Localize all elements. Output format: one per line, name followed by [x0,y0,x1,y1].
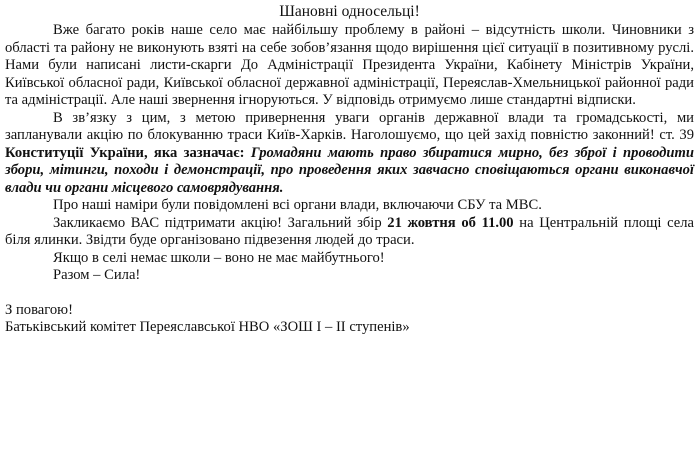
paragraph-action-text: В зв’язку з цим, з метою привернення уваги органів державної влади та громадськості, ми запланували акцію по блокуванню траси Київ-Харків. Наголошуємо, що цей захід повністю законний! ст. 39 [5,109,694,143]
paragraph-notified: Про наші наміри були повідомлені всі органи влади, включаючи СБУ та МВС. [53,197,542,213]
letter-title: Шановні односельці! [279,3,420,20]
paragraph-action [5,110,694,198]
meeting-datetime: 21 жовтня об 11.00 [387,214,514,231]
closing-line: З повагою! [5,301,73,318]
paragraph-call-place: на Центральній площі села біля ялинки. Звідти буде організовано підвезення людей до траси. [5,214,694,248]
constitution-quote: Громадяни мають право збиратися мирно, без зброї і проводити збори, мітинги, походи і демонстрації, про проведення яких завчасно сповіщаються органи виконавчої влади чи органи місцевого самоврядування. [5,144,694,196]
paragraph-school-future: Якщо в селі немає школи – воно не має майбутнього! [53,249,385,266]
signature-line: Батьківський комітет Переяславської НВО «ЗОШ І – ІІ ступенів» [5,319,410,335]
paragraph-call [5,215,694,250]
blank-line [5,285,694,302]
constitution-reference: Конституції України, яка зазначає: [5,144,251,161]
paragraph-slogan: Разом – Сила! [53,267,141,283]
paragraph-problem: Вже багато років наше село має найбільшу проблему в районі – відсутність школи. Чиновники з області та району не виконують взяті на себе зобов’язання щодо вирішення цієї ситуації в позитивному руслі. Нами були написані листи-скарги До Адміністрації Президента України, Кабінету Міністрів України, Київської обласної ради, Київської обласної державної адміністрації, Переяслав-Хмельницької районної ради та адміністрації. Але наші звернення ігноруються. У відповідь отримуємо лише стандартні відписки. [5,22,694,108]
paragraph-call-text: Закликаємо ВАС підтримати акцію! Загальний збір [53,214,388,231]
